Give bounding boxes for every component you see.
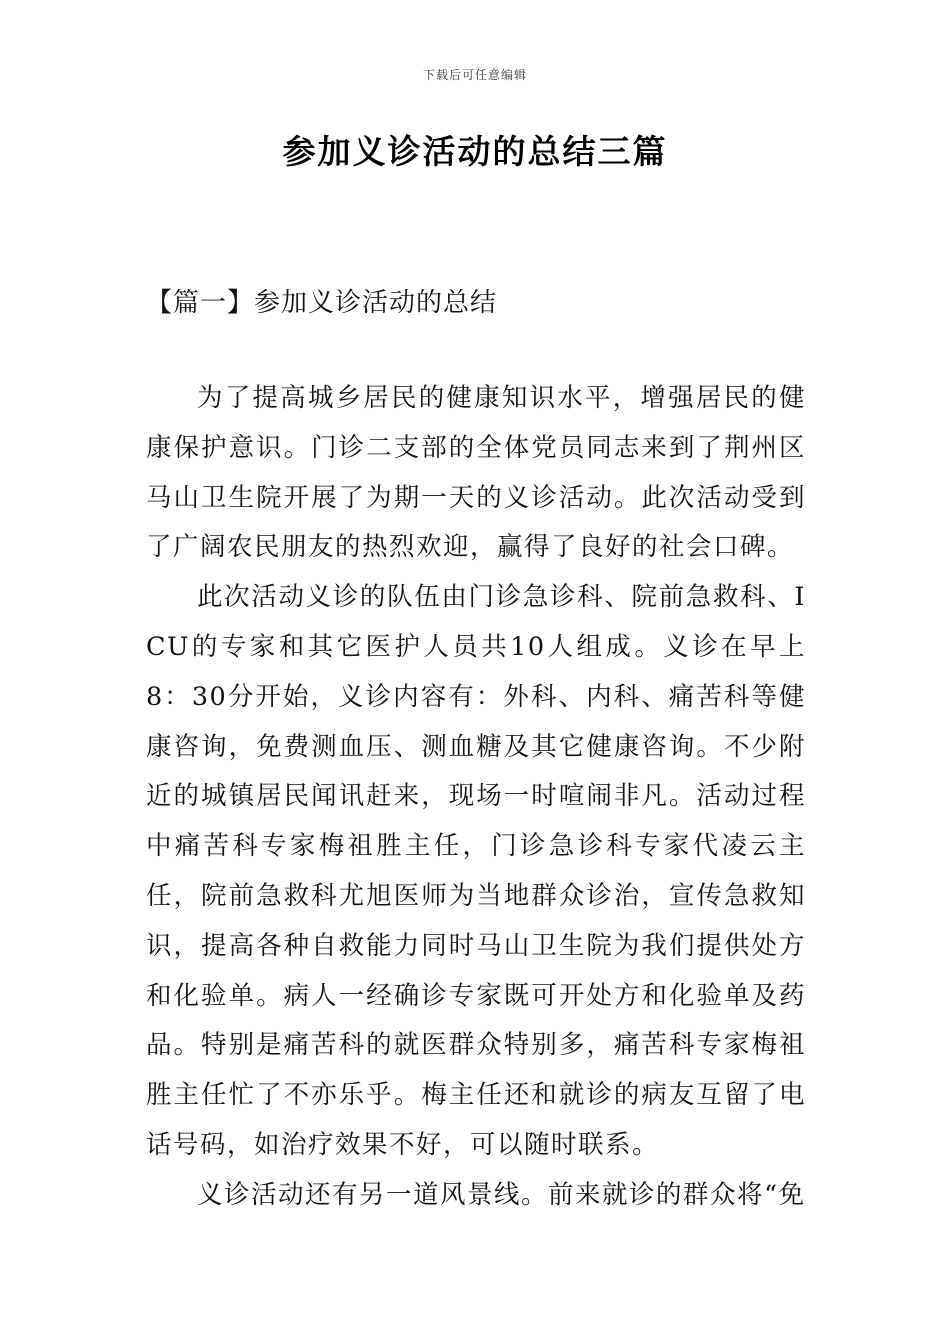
- paragraph: 义诊活动还有另一道风景线。前来就诊的群众将“免: [197, 1179, 806, 1210]
- section-heading: 【篇一】参加义诊活动的总结: [146, 288, 498, 318]
- paragraph: 此次活动义诊的队伍由门诊急诊科、院前急救科、ICU的专家和其它医护人员共10人组成。义诊在早上8：30分开始，义诊内容有：外科、内科、痛苦科等健康咨询，免费测血压、测血糖及其它健康咨询。不少附近的城镇居民闻讯赶来，现场一时喧闹非凡。活动过程中痛苦科专家梅祖胜主任，门诊急诊科专家代凌云主任，院前急救科尤旭医师为当地群众诊治，宣传急救知识，提高各种自救能力同时马山卫生院为我们提供处方和化验单。病人一经确诊专家既可开处方和化验单及药品。特别是痛苦科的就医群众特别多，痛苦科专家梅祖胜主任忙了不亦乐乎。梅主任还和就诊的病友互留了电话号码，如治疗效果不好，可以随时联系。: [146, 582, 806, 1160]
- paragraph: 为了提高城乡居民的健康知识水平，增强居民的健康保护意识。门诊二支部的全体党员同志来到了荆州区马山卫生院开展了为期一天的义诊活动。此次活动受到了广阔农民朋友的热烈欢迎，赢得了良好的社会口碑。: [146, 383, 806, 563]
- header-note: 下载后可任意编辑: [422, 68, 527, 82]
- document-title: 参加义诊活动的总结三篇: [282, 132, 668, 171]
- body-text: [146, 374, 806, 1221]
